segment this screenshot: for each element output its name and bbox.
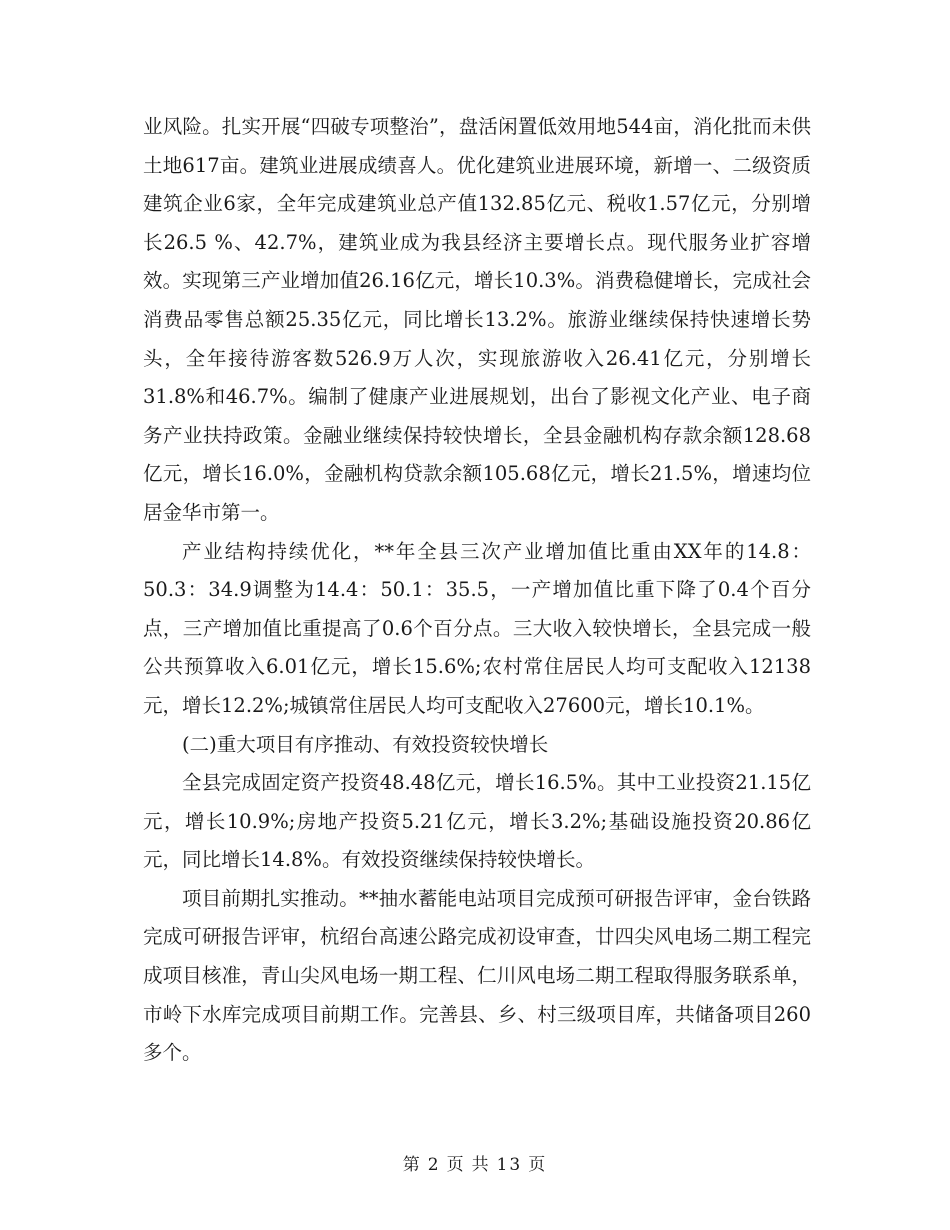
paragraph-industry-structure: 产业结构持续优化，**年全县三次产业增加值比重由XX年的14.8：50.3：34.9调整为14.4：50.1：35.5，一产增加值比重下降了0.4个百分点，三产增加值比重提高了0.6个百分点。三大收入较快增长，全县完成一般公共预算收入6.01亿元，增长15.6%;农村常住居民人均可支配收入12138元，增长12.2%;城镇常住居民人均可支配收入27600元，增长10.1%。 bbox=[143, 539, 811, 717]
footer-label-pages: 页 bbox=[528, 1155, 548, 1175]
page-footer bbox=[0, 1150, 950, 1175]
document-body bbox=[143, 108, 811, 1073]
footer-total-pages: 13 bbox=[496, 1155, 523, 1175]
paragraph-project-preparation: 项目前期扎实推动。**抽水蓄能电站项目完成预可研报告评审，金台铁路完成可研报告评审，杭绍台高速公路完成初设审查，廿四尖风电场二期工程完成项目核准，青山尖风电场一期工程、仁川风电场二期工程取得服务联系单，市岭下水库完成项目前期工作。完善县、乡、村三级项目库，共储备项目260多个。 bbox=[143, 886, 811, 1065]
footer-label-of-page: 页 bbox=[446, 1155, 466, 1175]
paragraph-industry-services: 业风险。扎实开展“四破专项整治”，盘活闲置低效用地544亩，消化批而未供土地617亩。建筑业进展成绩喜人。优化建筑业进展环境，新增一、二级资质建筑企业6家，全年完成建筑业总产值132.85亿元、税收1.57亿元，分别增长26.5 %、42.7%，建筑业成为我县经济主要增长点。现代服务业扩容增效。实现第三产业增加值26.16亿元，增长10.3%。消费稳健增长，完成社会消费品零售总额25.35亿元，同比增长13.2%。旅游业继续保持快速增长势头，全年接待游客数526.9万人次，实现旅游收入26.41亿元，分别增长31.8%和46.7%。编制了健康产业进展规划，出台了影视文化产业、电子商务产业扶持政策。金融业继续保持较快增长，全县金融机构存款余额128.68亿元，增长16.0%，金融机构贷款余额105.68亿元，增长21.5%，增速均位居金华市第一。 bbox=[143, 115, 811, 524]
section-heading-major-projects: (二)重大项目有序推动、有效投资较快增长 bbox=[182, 732, 549, 756]
footer-current-page: 2 bbox=[427, 1155, 441, 1175]
footer-label-page: 第 bbox=[402, 1155, 422, 1175]
footer-label-total: 共 bbox=[471, 1155, 491, 1175]
paragraph-fixed-asset-investment: 全县完成固定资产投资48.48亿元，增长16.5%。其中工业投资21.15亿元，增长10.9%;房地产投资5.21亿元，增长3.2%;基础设施投资20.86亿元，同比增长14.8%。有效投资继续保持较快增长。 bbox=[143, 771, 811, 872]
